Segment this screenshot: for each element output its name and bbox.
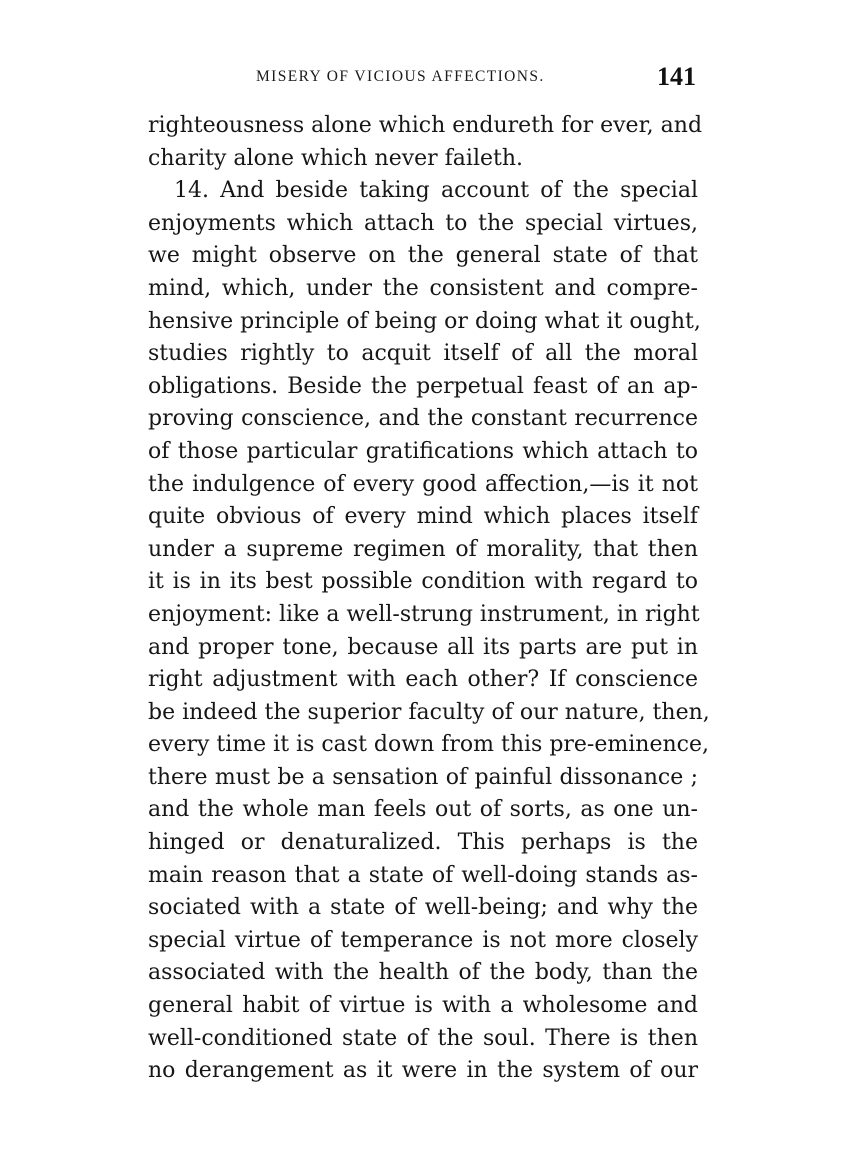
- text-line: obligations. Beside the perpetual feast of an ap-: [148, 373, 698, 399]
- text-line: mind, which, under the consistent and compre-: [148, 275, 698, 301]
- text-line: it is in its best possible condition with regard to: [148, 569, 698, 595]
- text-line: associated with the health of the body, than the: [148, 960, 698, 986]
- running-head: [148, 62, 698, 98]
- text-line: enjoyments which attach to the special virtues,: [148, 210, 698, 236]
- text-line: under a supreme regimen of morality, that then: [148, 536, 698, 562]
- text-line: special virtue of temperance is not more closely: [148, 927, 698, 953]
- text-line: of those particular gratifications which attach to: [148, 438, 698, 464]
- running-title: MISERY OF VICIOUS AFFECTIONS.: [256, 68, 545, 85]
- text-line: charity alone which never faileth.: [148, 145, 524, 171]
- text-line: general habit of virtue is with a wholesome and: [148, 993, 698, 1019]
- text-line: main reason that a state of well-doing stands as-: [148, 862, 698, 888]
- text-line: righteousness alone which endureth for ever, and: [148, 113, 703, 138]
- body-text: [148, 110, 710, 1088]
- text-line: studies rightly to acquit itself of all the moral: [148, 341, 698, 367]
- text-line: right adjustment with each other? If conscience: [148, 667, 698, 693]
- text-line: well-conditioned state of the soul. There is then: [148, 1025, 698, 1051]
- text-line: quite obvious of every mind which places itself: [148, 504, 698, 530]
- text-line: sociated with a state of well-being; and why the: [148, 895, 698, 921]
- text-line: enjoyment: like a well-strung instrument, in right: [148, 601, 700, 627]
- text-line: and the whole man feels out of sorts, as one un-: [148, 797, 698, 823]
- text-line: there must be a sensation of painful dissonance ;: [148, 764, 698, 790]
- text-line: proving conscience, and the constant recurrence: [148, 406, 698, 432]
- text-line: no derangement as it were in the system of our: [148, 1058, 698, 1084]
- text-line: we might observe on the general state of that: [148, 243, 698, 269]
- page-number: 141: [657, 62, 696, 91]
- text-line: the indulgence of every good affection,—is it not: [148, 471, 698, 497]
- text-line: hinged or denaturalized. This perhaps is the: [148, 830, 698, 856]
- paragraph-start-line: 14. And beside taking account of the special: [174, 178, 698, 204]
- text-line: hensive principle of being or doing what it ought,: [148, 308, 701, 334]
- text-line: every time it is cast down from this pre-eminence,: [148, 732, 709, 758]
- text-line: be indeed the superior faculty of our nature, then,: [148, 699, 710, 725]
- text-line: and proper tone, because all its parts are put in: [148, 634, 698, 660]
